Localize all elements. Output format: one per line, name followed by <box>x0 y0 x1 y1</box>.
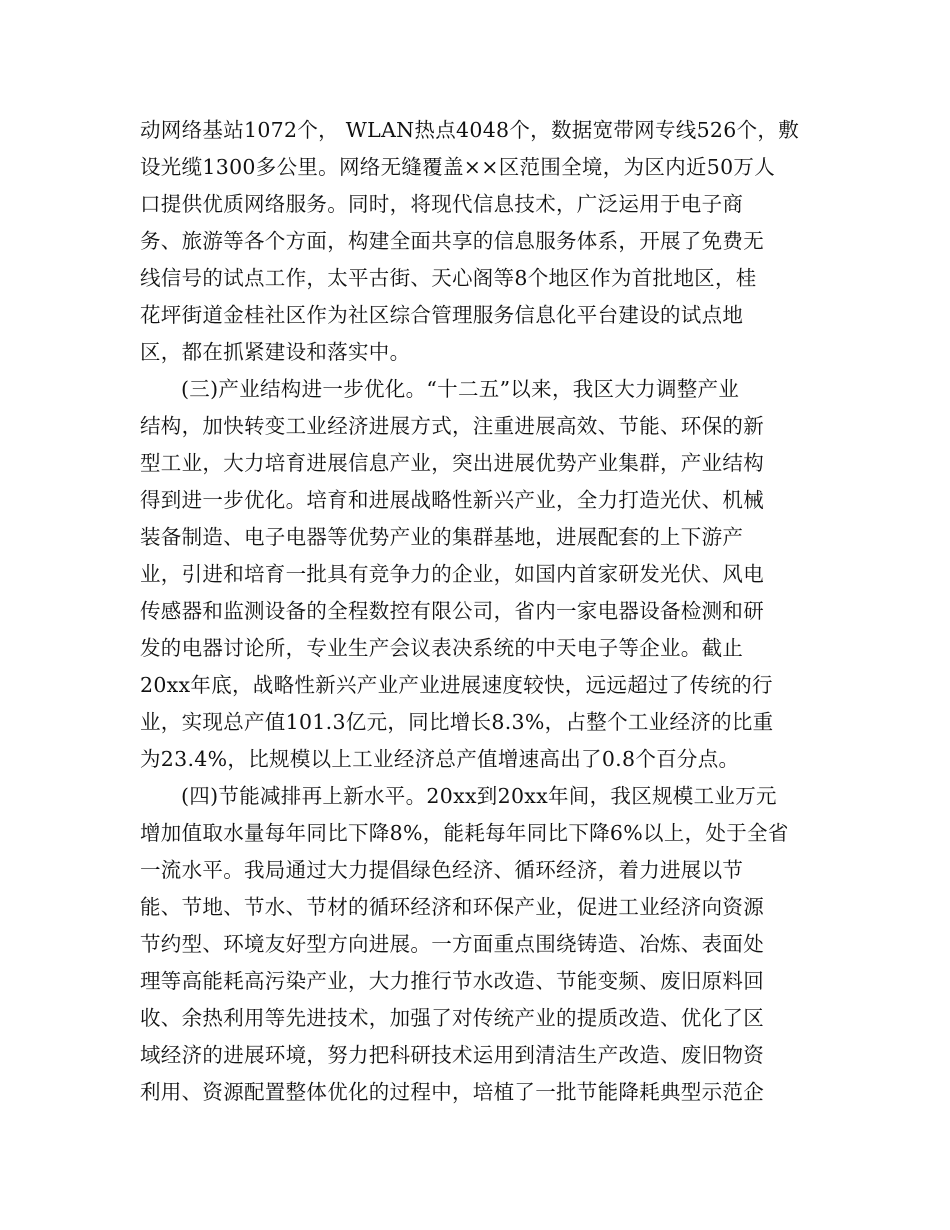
text-line: 装备制造、电子电器等优势产业的集群基地，进展配套的上下游产 <box>140 525 744 549</box>
text-line: 设光缆1300多公里。网络无缝覆盖××区范围全境，为区内近50万人 <box>140 155 776 179</box>
text-line: 一流水平。我局通过大力提倡绿色经济、循环经济，着力进展以节 <box>140 858 744 882</box>
text-line: 发的电器讨论所，专业生产会议表决系统的中天电子等企业。截止 <box>140 636 744 660</box>
paragraph-heading-4: (四)节能减排再上新水平。20xx到20xx年间，我区规模工业万元 <box>181 784 777 808</box>
text-line: 收、余热利用等先进技术，加强了对传统产业的提质改造、优化了区 <box>140 1006 764 1030</box>
text-line: 花坪街道金桂社区作为社区综合管理服务信息化平台建设的试点地 <box>140 303 744 327</box>
text-line: 域经济的进展环境，努力把科研技术运用到清洁生产改造、废旧物资 <box>140 1043 764 1067</box>
text-line: 结构，加快转变工业经济进展方式，注重进展高效、节能、环保的新 <box>140 414 764 438</box>
text-line: 型工业，大力培育进展信息产业，突出进展优势产业集群，产业结构 <box>140 451 764 475</box>
text-line: 务、旅游等各个方面，构建全面共享的信息服务体系，开展了免费无 <box>140 229 764 253</box>
text-line: 业，实现总产值101.3亿元，同比增长8.3%，占整个工业经济的比重 <box>140 710 774 734</box>
text-line: 口提供优质网络服务。同时，将现代信息技术，广泛运用于电子商 <box>140 192 744 216</box>
text-line: 动网络基站1072个， WLAN热点4048个，数据宽带网专线526个，敷 <box>140 118 800 142</box>
text-line: 能、节地、节水、节材的循环经济和环保产业，促进工业经济向资源 <box>140 895 764 919</box>
paragraph-heading-3: (三)产业结构进一步优化。“十二五”以来，我区大力调整产业 <box>181 377 740 401</box>
text-line: 增加值取水量每年同比下降8%，能耗每年同比下降6%以上，处于全省 <box>140 821 789 845</box>
text-line: 20xx年底，战略性新兴产业产业进展速度较快，远远超过了传统的行 <box>140 673 773 697</box>
text-line: 传感器和监测设备的全程数控有限公司，省内一家电器设备检测和研 <box>140 599 764 623</box>
text-line: 节约型、环境友好型方向进展。一方面重点围绕铸造、冶炼、表面处 <box>140 932 764 956</box>
text-line: 线信号的试点工作，太平古街、天心阁等8个地区作为首批地区，桂 <box>140 266 757 290</box>
text-line: 业，引进和培育一批具有竞争力的企业，如国内首家研发光伏、风电 <box>140 562 764 586</box>
text-line: 利用、资源配置整体优化的过程中，培植了一批节能降耗典型示范企 <box>140 1080 764 1104</box>
text-line: 得到进一步优化。培育和进展战略性新兴产业，全力打造光伏、机械 <box>140 488 764 512</box>
text-line: 为23.4%，比规模以上工业经济总产值增速高出了0.8个百分点。 <box>140 747 740 771</box>
text-line: 区，都在抓紧建设和落实中。 <box>140 340 411 364</box>
text-line: 理等高能耗高污染产业，大力推行节水改造、节能变频、废旧原料回 <box>140 969 764 993</box>
